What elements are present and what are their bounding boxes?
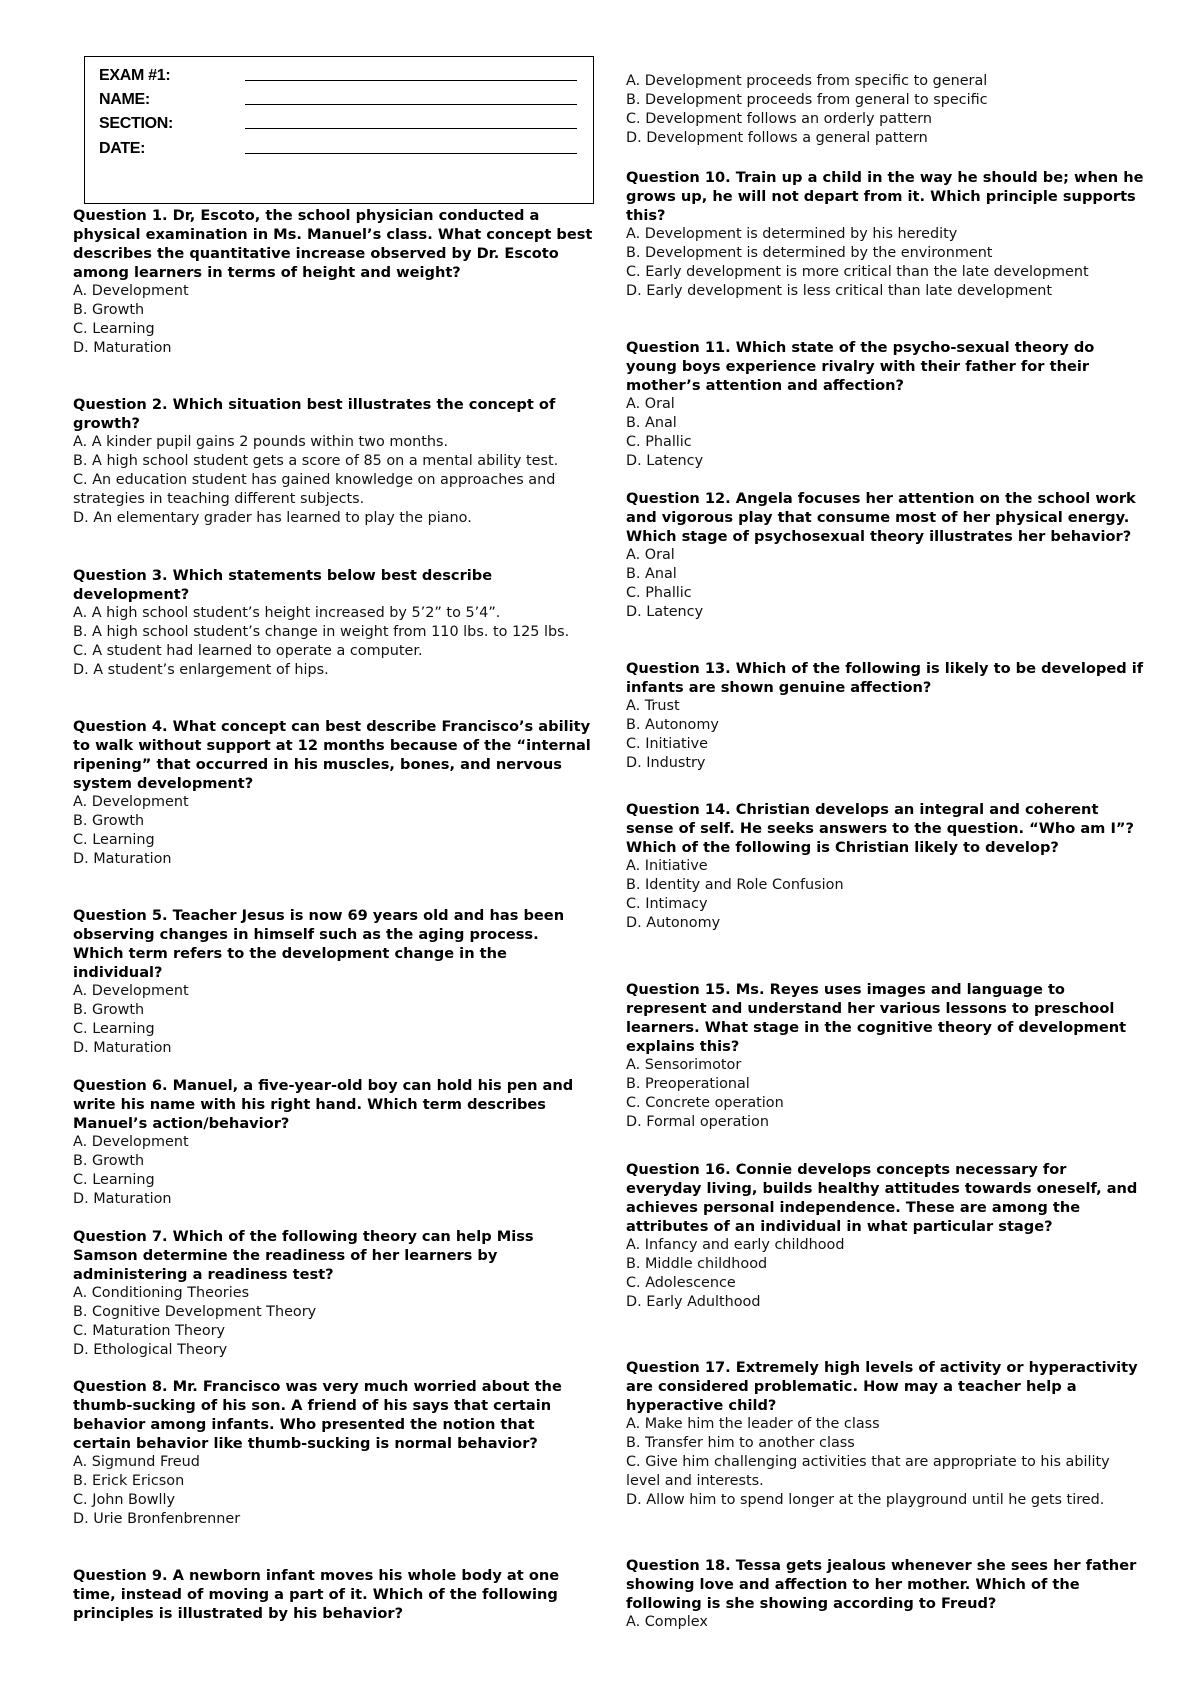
question-text: Question 13. Which of the following is likely to be developed if infants are shown genuine affection?: [626, 660, 1144, 696]
option-d[interactable]: D. Maturation: [73, 1040, 172, 1056]
option-b[interactable]: B. Development is determined by the environment: [626, 245, 993, 261]
question-text: Question 1. Dr, Escoto, the school physician conducted a physical examination in Ms. Manuel’s class. What concept best describes the quantitative increase observed by Dr. Escoto among learners in terms of height and weight?: [73, 207, 593, 281]
option-d[interactable]: D. Urie Bronfenbrenner: [73, 1511, 241, 1527]
question-text: Question 8. Mr. Francisco was very much worried about the thumb-sucking of his son. A friend of his says that certain behavior among infants. Who presented the notion that certain behavior like thumb-sucking is normal behavior?: [73, 1378, 562, 1452]
option-b[interactable]: B. Growth: [73, 813, 145, 829]
question-16: [626, 1160, 1146, 1312]
option-a[interactable]: A. Development: [73, 794, 189, 810]
question-9: [73, 1566, 593, 1623]
option-c[interactable]: C. Phallic: [626, 585, 692, 601]
option-a[interactable]: A. Complex: [626, 1614, 708, 1630]
option-d[interactable]: D. Maturation: [73, 340, 172, 356]
date-field[interactable]: [99, 140, 577, 158]
option-b[interactable]: B. Growth: [73, 1002, 145, 1018]
option-d[interactable]: D. A student’s enlargement of hips.: [73, 662, 329, 678]
question-text: Question 3. Which statements below best describe development?: [73, 567, 493, 603]
question-text: Question 15. Ms. Reyes uses images and language to represent and understand her various lessons to preschool learners. What stage in the cognitive theory of development explains this?: [626, 981, 1127, 1055]
option-a[interactable]: A. Conditioning Theories: [73, 1285, 250, 1301]
question-17: [626, 1358, 1146, 1510]
option-c[interactable]: C. Give him challenging activities that are appropriate to his ability level and interests.: [626, 1454, 1110, 1489]
option-b[interactable]: B. Erick Ericson: [73, 1473, 185, 1489]
question-4: [73, 717, 593, 869]
question-text: Question 5. Teacher Jesus is now 69 years old and has been observing changes in himself such as the aging process. Which term refers to the development change in the individual?: [73, 907, 565, 981]
option-c[interactable]: C. A student had learned to operate a computer.: [73, 643, 423, 659]
question-text: Question 16. Connie develops concepts necessary for everyday living, builds healthy attitudes towards oneself, and achieves personal independence. These are among the attributes of an individual in what particular stage?: [626, 1161, 1138, 1235]
option-b[interactable]: B. Development proceeds from general to specific: [626, 92, 988, 108]
option-b[interactable]: B. Cognitive Development Theory: [73, 1304, 317, 1320]
option-a[interactable]: A. Infancy and early childhood: [626, 1237, 845, 1253]
option-b[interactable]: B. Preoperational: [626, 1076, 750, 1092]
option-a[interactable]: A. Development: [73, 1134, 189, 1150]
question-text: Question 18. Tessa gets jealous whenever she sees her father showing love and affection to her mother. Which of the following is she showing according to Freud?: [626, 1557, 1137, 1612]
question-text: Question 10. Train up a child in the way he should be; when he grows up, he will not depart from it. Which principle supports this?: [626, 169, 1144, 224]
question-6: [73, 1076, 593, 1209]
option-c[interactable]: C. Learning: [73, 1172, 155, 1188]
question-2: [73, 395, 593, 528]
option-b[interactable]: B. Transfer him to another class: [626, 1435, 855, 1451]
question-1: [73, 206, 593, 358]
option-b[interactable]: B. Growth: [73, 1153, 145, 1169]
question-9-options: [626, 72, 1146, 148]
option-c[interactable]: C. Early development is more critical than the late development: [626, 264, 1089, 280]
option-a[interactable]: A. Development is determined by his heredity: [626, 226, 958, 242]
date-label: DATE:: [99, 140, 146, 157]
option-d[interactable]: D. Early Adulthood: [626, 1294, 761, 1310]
option-a[interactable]: A. Make him the leader of the class: [626, 1416, 880, 1432]
option-a[interactable]: A. Development proceeds from specific to general: [626, 73, 988, 89]
option-b[interactable]: B. Anal: [626, 415, 677, 431]
option-d[interactable]: D. An elementary grader has learned to play the piano.: [73, 510, 472, 526]
option-b[interactable]: B. A high school student’s change in weight from 110 lbs. to 125 lbs.: [73, 624, 570, 640]
option-d[interactable]: D. Early development is less critical than late development: [626, 283, 1053, 299]
question-10: [626, 168, 1146, 301]
option-c[interactable]: C. Learning: [73, 1021, 155, 1037]
question-15: [626, 980, 1146, 1132]
option-b[interactable]: B. Identity and Role Confusion: [626, 877, 844, 893]
option-c[interactable]: C. An education student has gained knowledge on approaches and strategies in teaching different subjects.: [73, 472, 556, 507]
option-a[interactable]: A. Initiative: [626, 858, 708, 874]
question-text: Question 11. Which state of the psycho-sexual theory do young boys experience rivalry with their father for their mother’s attention and affection?: [626, 339, 1095, 394]
question-text: Question 17. Extremely high levels of activity or hyperactivity are considered problematic. How may a teacher help a hyperactive child?: [626, 1359, 1138, 1414]
exam-number-field[interactable]: [99, 67, 577, 85]
option-c[interactable]: C. Development follows an orderly pattern: [626, 111, 933, 127]
date-line[interactable]: [245, 152, 577, 154]
question-text: Question 12. Angela focuses her attention on the school work and vigorous play that consume most of her physical energy. Which stage of psychosexual theory illustrates her behavior?: [626, 490, 1136, 545]
option-a[interactable]: A. Development: [73, 283, 189, 299]
option-d[interactable]: D. Maturation: [73, 851, 172, 867]
option-a[interactable]: A. Sensorimotor: [626, 1057, 742, 1073]
section-field[interactable]: [99, 115, 577, 133]
option-c[interactable]: C. Initiative: [626, 736, 709, 752]
question-text: Question 4. What concept can best describe Francisco’s ability to walk without support at 12 months because of the “internal ripening” that occurred in his muscles, bones, and nervous system development?: [73, 718, 591, 792]
option-a[interactable]: A. Sigmund Freud: [73, 1454, 200, 1470]
exam-header-box: [84, 56, 594, 204]
option-a[interactable]: A. Trust: [626, 698, 680, 714]
question-7: [73, 1227, 593, 1360]
question-text: Question 9. A newborn infant moves his whole body at one time, instead of moving a part of it. Which of the following principles is illustrated by his behavior?: [73, 1567, 560, 1622]
option-b[interactable]: B. Anal: [626, 566, 677, 582]
question-5: [73, 906, 593, 1058]
option-c[interactable]: C. Adolescence: [626, 1275, 736, 1291]
option-d[interactable]: D. Industry: [626, 755, 706, 771]
option-d[interactable]: D. Allow him to spend longer at the playground until he gets tired.: [626, 1492, 1105, 1508]
option-d[interactable]: D. Formal operation: [626, 1114, 769, 1130]
option-d[interactable]: D. Ethological Theory: [73, 1342, 228, 1358]
option-d[interactable]: D. Latency: [626, 604, 704, 620]
option-c[interactable]: C. Learning: [73, 832, 155, 848]
option-c[interactable]: C. Concrete operation: [626, 1095, 784, 1111]
option-c[interactable]: C. Learning: [73, 321, 155, 337]
section-line[interactable]: [245, 127, 577, 129]
option-a[interactable]: A. A high school student’s height increased by 5’2” to 5’4”.: [73, 605, 501, 621]
question-14: [626, 800, 1146, 933]
option-a[interactable]: A. Development: [73, 983, 189, 999]
question-text: Question 6. Manuel, a five-year-old boy can hold his pen and write his name with his right hand. Which term describes Manuel’s action/behavior?: [73, 1077, 574, 1132]
option-d[interactable]: D. Autonomy: [626, 915, 721, 931]
option-c[interactable]: C. Maturation Theory: [73, 1323, 226, 1339]
option-d[interactable]: D. Development follows a general pattern: [626, 130, 928, 146]
option-a[interactable]: A. A kinder pupil gains 2 pounds within two months.: [73, 434, 449, 450]
question-11: [626, 338, 1146, 471]
exam-number-line[interactable]: [245, 79, 577, 81]
option-d[interactable]: D. Latency: [626, 453, 704, 469]
question-text: Question 14. Christian develops an integral and coherent sense of self. He seeks answers to the question. “Who am I”? Which of the following is Christian likely to develop?: [626, 801, 1134, 856]
option-b[interactable]: B. Middle childhood: [626, 1256, 768, 1272]
question-text: Question 7. Which of the following theory can help Miss Samson determine the readiness of her learners by administering a readiness test?: [73, 1228, 534, 1283]
question-3: [73, 566, 593, 680]
option-b[interactable]: B. Autonomy: [626, 717, 719, 733]
exam-number-label: EXAM #1:: [99, 67, 171, 84]
name-line[interactable]: [245, 103, 577, 105]
option-d[interactable]: D. Maturation: [73, 1191, 172, 1207]
question-text: Question 2. Which situation best illustrates the concept of growth?: [73, 396, 556, 432]
option-c[interactable]: C. Phallic: [626, 434, 692, 450]
question-8: [73, 1377, 593, 1529]
option-b[interactable]: B. Growth: [73, 302, 145, 318]
section-label: SECTION:: [99, 115, 174, 132]
option-a[interactable]: A. Oral: [626, 547, 675, 563]
name-field[interactable]: [99, 91, 577, 109]
option-a[interactable]: A. Oral: [626, 396, 675, 412]
question-13: [626, 659, 1146, 773]
question-12: [626, 489, 1146, 622]
option-c[interactable]: C. Intimacy: [626, 896, 708, 912]
option-b[interactable]: B. A high school student gets a score of 85 on a mental ability test.: [73, 453, 559, 469]
question-18: [626, 1556, 1146, 1632]
name-label: NAME:: [99, 91, 150, 108]
option-c[interactable]: C. John Bowlly: [73, 1492, 176, 1508]
